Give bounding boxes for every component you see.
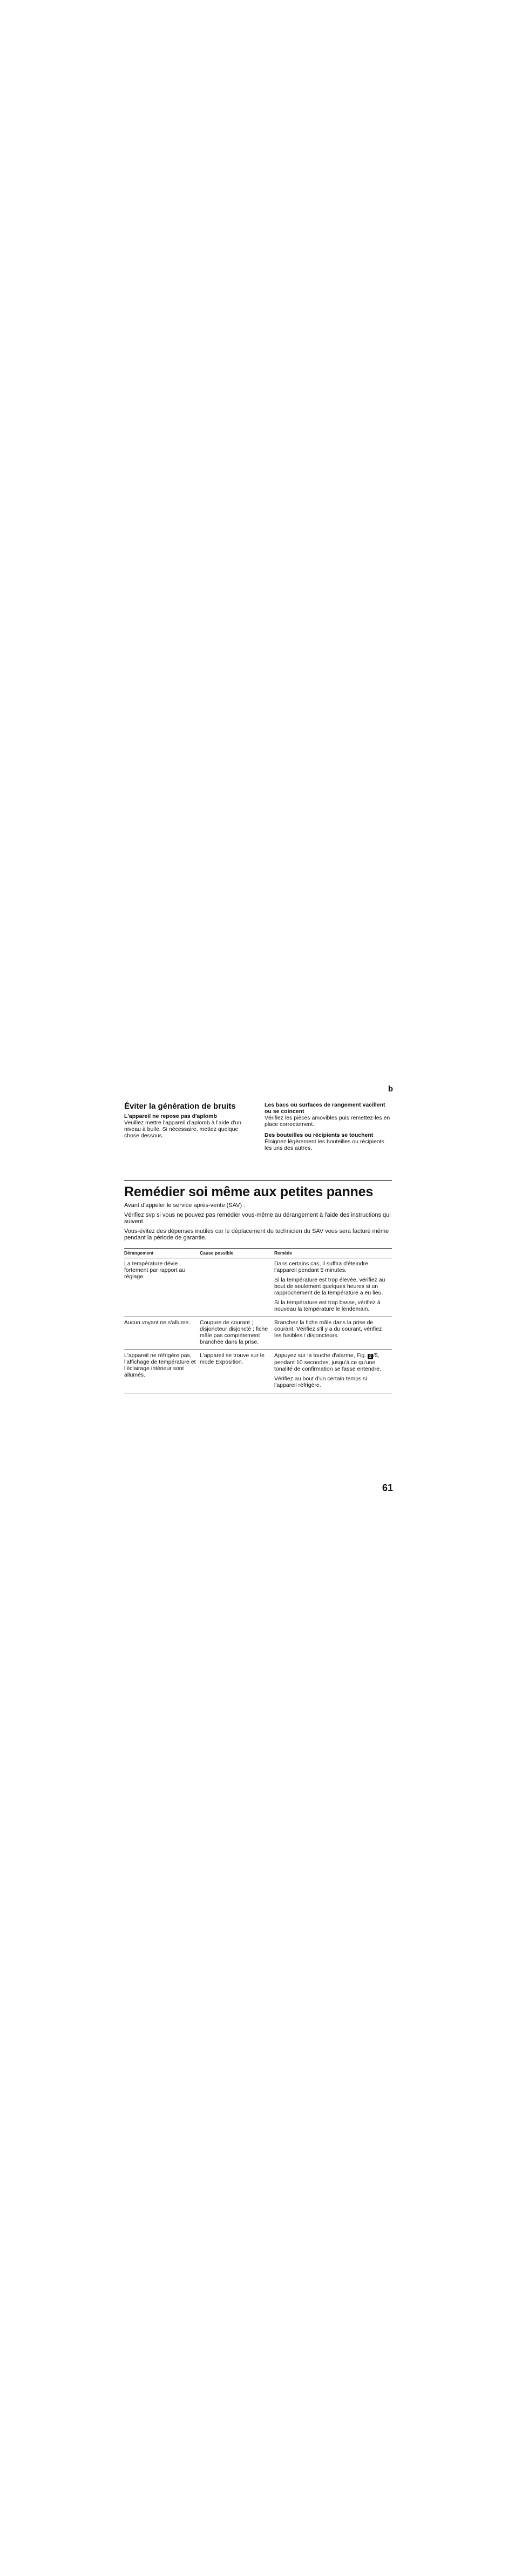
cause-cell: Coupure de courant ; disjoncteur disjoncté ; fiche mâle pas complètement branchée dans la prise.: [200, 1317, 274, 1350]
shelves-text: Vérifiez les pièces amovibles puis remettez-les en place correctement.: [265, 1115, 390, 1128]
not-level-heading: L'appareil ne repose pas d'aplomb: [124, 1113, 217, 1120]
header-cause: Cause possible: [200, 1248, 274, 1258]
troubleshooting-table: [124, 1248, 392, 1393]
remedy-text-part: /5, pendant 10 secondes, jusqu'à ce qu'une tonalité de confirmation se fasse entendre.: [274, 1352, 381, 1372]
page-number: 61: [382, 1482, 393, 1493]
table-header-row: [124, 1248, 392, 1258]
remedy-cell: [274, 1317, 392, 1350]
intro-paragraph: Vous-évitez des dépenses inutiles car le déplacement du technicien du SAV vous sera facturé même pendant la période de garantie.: [124, 1228, 389, 1241]
cause-cell: L'appareil se trouve sur le mode Exposition.: [200, 1350, 274, 1393]
troubleshooting-intro: [124, 1202, 392, 1242]
remedy-text: Si la température est trop élevée, vérifiez au bout de seulement quelques heures si un rapprochement de la température a eu lieu.: [274, 1276, 385, 1296]
bottles-heading: Des bouteilles ou récipients se touchent: [265, 1132, 374, 1138]
figure-number-icon: 2: [368, 1354, 373, 1359]
remedy-cell: [274, 1258, 392, 1317]
intro-paragraph: Vérifiez svp si vous ne pouvez pas remédier vous-même au dérangement à l'aide des instructions qui suivent.: [124, 1211, 391, 1225]
not-level-text: Veuillez mettre l'appareil d'aplomb à l'aide d'un niveau à bulle. Si nécessaire, mettez quelque chose dessous.: [124, 1120, 241, 1139]
remedy-text: Vérifiez au bout d'un certain temps si l'appareil réfrigère.: [274, 1375, 367, 1388]
header-fault: Dérangement: [124, 1248, 200, 1258]
remedy-text-part: Appuyez sur la touche d'alarme, Fig.: [274, 1352, 367, 1359]
cause-cell: [200, 1258, 274, 1317]
noise-section-right: [265, 1102, 392, 1151]
fault-cell: Aucun voyant ne s'allume.: [124, 1317, 200, 1350]
shelves-heading: Les bacs ou surfaces de rangement vacillent ou se coincent: [265, 1102, 385, 1115]
fault-cell: La température dévie fortement par rapport au réglage.: [124, 1258, 200, 1317]
fault-cell: L'appareil ne réfrigère pas, l'affichage de température et l'éclairage intérieur sont allumés.: [124, 1350, 200, 1393]
remedy-text: [274, 1352, 389, 1372]
intro-paragraph: Avant d'appeler le service après-vente (SAV) :: [124, 1202, 246, 1209]
table-row: [124, 1317, 392, 1350]
header-remedy: Remède: [274, 1248, 392, 1258]
remedy-text: Si la température est trop basse, vérifiez à nouveau la température le lendemain.: [274, 1299, 381, 1312]
troubleshooting-section: [124, 1180, 392, 1393]
language-marker: b: [388, 1084, 393, 1094]
bottles-text: Éloignez légèrement les bouteilles ou récipients les uns des autres.: [265, 1138, 384, 1151]
remedy-cell: [274, 1350, 392, 1393]
table-row: [124, 1258, 392, 1317]
remedy-text: Dans certains cas, il suffira d'éteindre l'appareil pendant 5 minutes.: [274, 1260, 368, 1273]
table-row: [124, 1350, 392, 1393]
troubleshooting-title: Remédier soi même aux petites pannes: [124, 1184, 374, 1199]
noise-section-title: Éviter la génération de bruits: [124, 1102, 236, 1111]
remedy-text: Branchez la fiche mâle dans la prise de courant. Vérifiez s'il y a du courant, vérifiez les fusibles / disjoncteurs.: [274, 1319, 382, 1339]
section-divider: [124, 1180, 392, 1181]
noise-section-left: [124, 1102, 246, 1139]
